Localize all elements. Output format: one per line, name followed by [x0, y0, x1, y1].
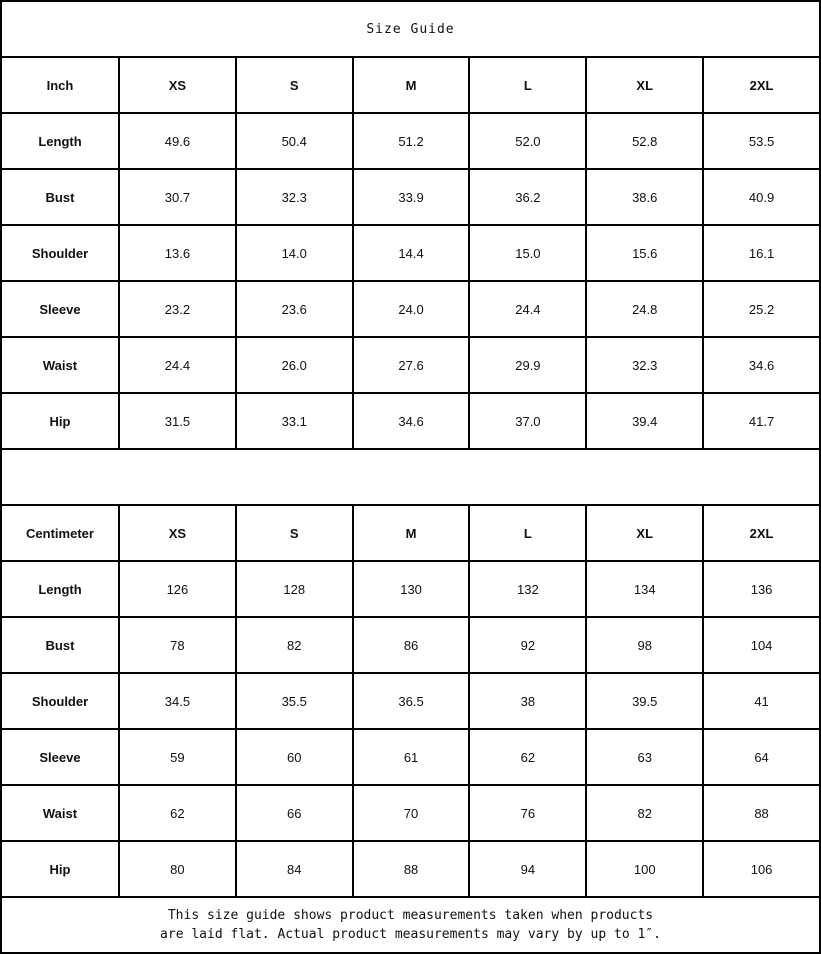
- table-row: [1, 785, 820, 841]
- size-value: 33.1: [236, 393, 353, 449]
- size-value: 130: [353, 561, 470, 617]
- size-value: 24.8: [586, 281, 703, 337]
- size-value: 59: [119, 729, 236, 785]
- size-value: 70: [353, 785, 470, 841]
- size-value: 98: [586, 617, 703, 673]
- size-value: 92: [469, 617, 586, 673]
- measure-label: Waist: [1, 785, 119, 841]
- footer-note: [1, 897, 820, 953]
- table-row: [1, 841, 820, 897]
- size-value: 66: [236, 785, 353, 841]
- table-row: [1, 113, 820, 169]
- size-value: 86: [353, 617, 470, 673]
- size-value: 24.4: [119, 337, 236, 393]
- size-value: 52.0: [469, 113, 586, 169]
- size-value: 14.0: [236, 225, 353, 281]
- size-header-xl: XL: [586, 505, 703, 561]
- size-value: 78: [119, 617, 236, 673]
- size-value: 76: [469, 785, 586, 841]
- measure-label: Bust: [1, 169, 119, 225]
- cm-unit-header: Centimeter: [1, 505, 119, 561]
- table-row: [1, 281, 820, 337]
- measure-label: Hip: [1, 393, 119, 449]
- size-value: 51.2: [353, 113, 470, 169]
- size-value: 94: [469, 841, 586, 897]
- size-header-2xl: 2XL: [703, 57, 820, 113]
- size-value: 38.6: [586, 169, 703, 225]
- size-value: 32.3: [236, 169, 353, 225]
- size-value: 80: [119, 841, 236, 897]
- size-value: 84: [236, 841, 353, 897]
- size-value: 82: [586, 785, 703, 841]
- table-row: [1, 225, 820, 281]
- size-value: 100: [586, 841, 703, 897]
- table-row: [1, 393, 820, 449]
- size-value: 82: [236, 617, 353, 673]
- size-value: 23.2: [119, 281, 236, 337]
- table-row: [1, 169, 820, 225]
- size-header-l: L: [469, 505, 586, 561]
- size-value: 27.6: [353, 337, 470, 393]
- size-value: 106: [703, 841, 820, 897]
- size-value: 14.4: [353, 225, 470, 281]
- measure-label: Length: [1, 561, 119, 617]
- size-header-xl: XL: [586, 57, 703, 113]
- size-value: 63: [586, 729, 703, 785]
- measure-label: Bust: [1, 617, 119, 673]
- size-value: 41.7: [703, 393, 820, 449]
- size-value: 23.6: [236, 281, 353, 337]
- measure-label: Waist: [1, 337, 119, 393]
- size-value: 49.6: [119, 113, 236, 169]
- size-value: 134: [586, 561, 703, 617]
- size-header-l: L: [469, 57, 586, 113]
- size-value: 13.6: [119, 225, 236, 281]
- measure-label: Sleeve: [1, 729, 119, 785]
- size-value: 38: [469, 673, 586, 729]
- size-value: 64: [703, 729, 820, 785]
- inch-unit-header: Inch: [1, 57, 119, 113]
- size-value: 126: [119, 561, 236, 617]
- size-header-xs: XS: [119, 505, 236, 561]
- size-value: 31.5: [119, 393, 236, 449]
- size-header-2xl: 2XL: [703, 505, 820, 561]
- size-value: 32.3: [586, 337, 703, 393]
- size-value: 39.5: [586, 673, 703, 729]
- inch-header-row: [1, 57, 820, 113]
- table-row: [1, 561, 820, 617]
- size-value: 35.5: [236, 673, 353, 729]
- size-header-m: M: [353, 505, 470, 561]
- size-value: 30.7: [119, 169, 236, 225]
- size-value: 88: [703, 785, 820, 841]
- footer-note-line2: are laid flat. Actual product measurements may vary by up to 1″.: [160, 927, 661, 942]
- size-value: 33.9: [353, 169, 470, 225]
- table-row: [1, 729, 820, 785]
- size-header-xs: XS: [119, 57, 236, 113]
- size-value: 53.5: [703, 113, 820, 169]
- size-value: 62: [119, 785, 236, 841]
- size-value: 60: [236, 729, 353, 785]
- size-value: 24.0: [353, 281, 470, 337]
- size-value: 29.9: [469, 337, 586, 393]
- size-value: 15.6: [586, 225, 703, 281]
- table-row: [1, 617, 820, 673]
- size-value: 37.0: [469, 393, 586, 449]
- size-value: 136: [703, 561, 820, 617]
- size-value: 62: [469, 729, 586, 785]
- measure-label: Length: [1, 113, 119, 169]
- size-value: 41: [703, 673, 820, 729]
- size-value: 25.2: [703, 281, 820, 337]
- size-value: 34.6: [703, 337, 820, 393]
- size-header-m: M: [353, 57, 470, 113]
- size-value: 61: [353, 729, 470, 785]
- spacer: [1, 449, 820, 505]
- size-value: 132: [469, 561, 586, 617]
- footer-row: [1, 897, 820, 953]
- measure-label: Shoulder: [1, 225, 119, 281]
- size-header-s: S: [236, 57, 353, 113]
- size-value: 36.5: [353, 673, 470, 729]
- size-value: 40.9: [703, 169, 820, 225]
- measure-label: Shoulder: [1, 673, 119, 729]
- measure-label: Sleeve: [1, 281, 119, 337]
- size-value: 39.4: [586, 393, 703, 449]
- measure-label: Hip: [1, 841, 119, 897]
- size-value: 128: [236, 561, 353, 617]
- size-value: 24.4: [469, 281, 586, 337]
- size-value: 36.2: [469, 169, 586, 225]
- size-value: 34.6: [353, 393, 470, 449]
- size-value: 104: [703, 617, 820, 673]
- size-value: 34.5: [119, 673, 236, 729]
- size-header-s: S: [236, 505, 353, 561]
- title-row: [1, 1, 820, 57]
- size-value: 52.8: [586, 113, 703, 169]
- size-value: 16.1: [703, 225, 820, 281]
- cm-header-row: [1, 505, 820, 561]
- size-value: 15.0: [469, 225, 586, 281]
- table-row: [1, 673, 820, 729]
- size-value: 50.4: [236, 113, 353, 169]
- table-row: [1, 337, 820, 393]
- spacer-row: [1, 449, 820, 505]
- size-value: 26.0: [236, 337, 353, 393]
- page-title: Size Guide: [1, 1, 820, 57]
- footer-note-line1: This size guide shows product measurements taken when products: [167, 908, 654, 923]
- size-value: 88: [353, 841, 470, 897]
